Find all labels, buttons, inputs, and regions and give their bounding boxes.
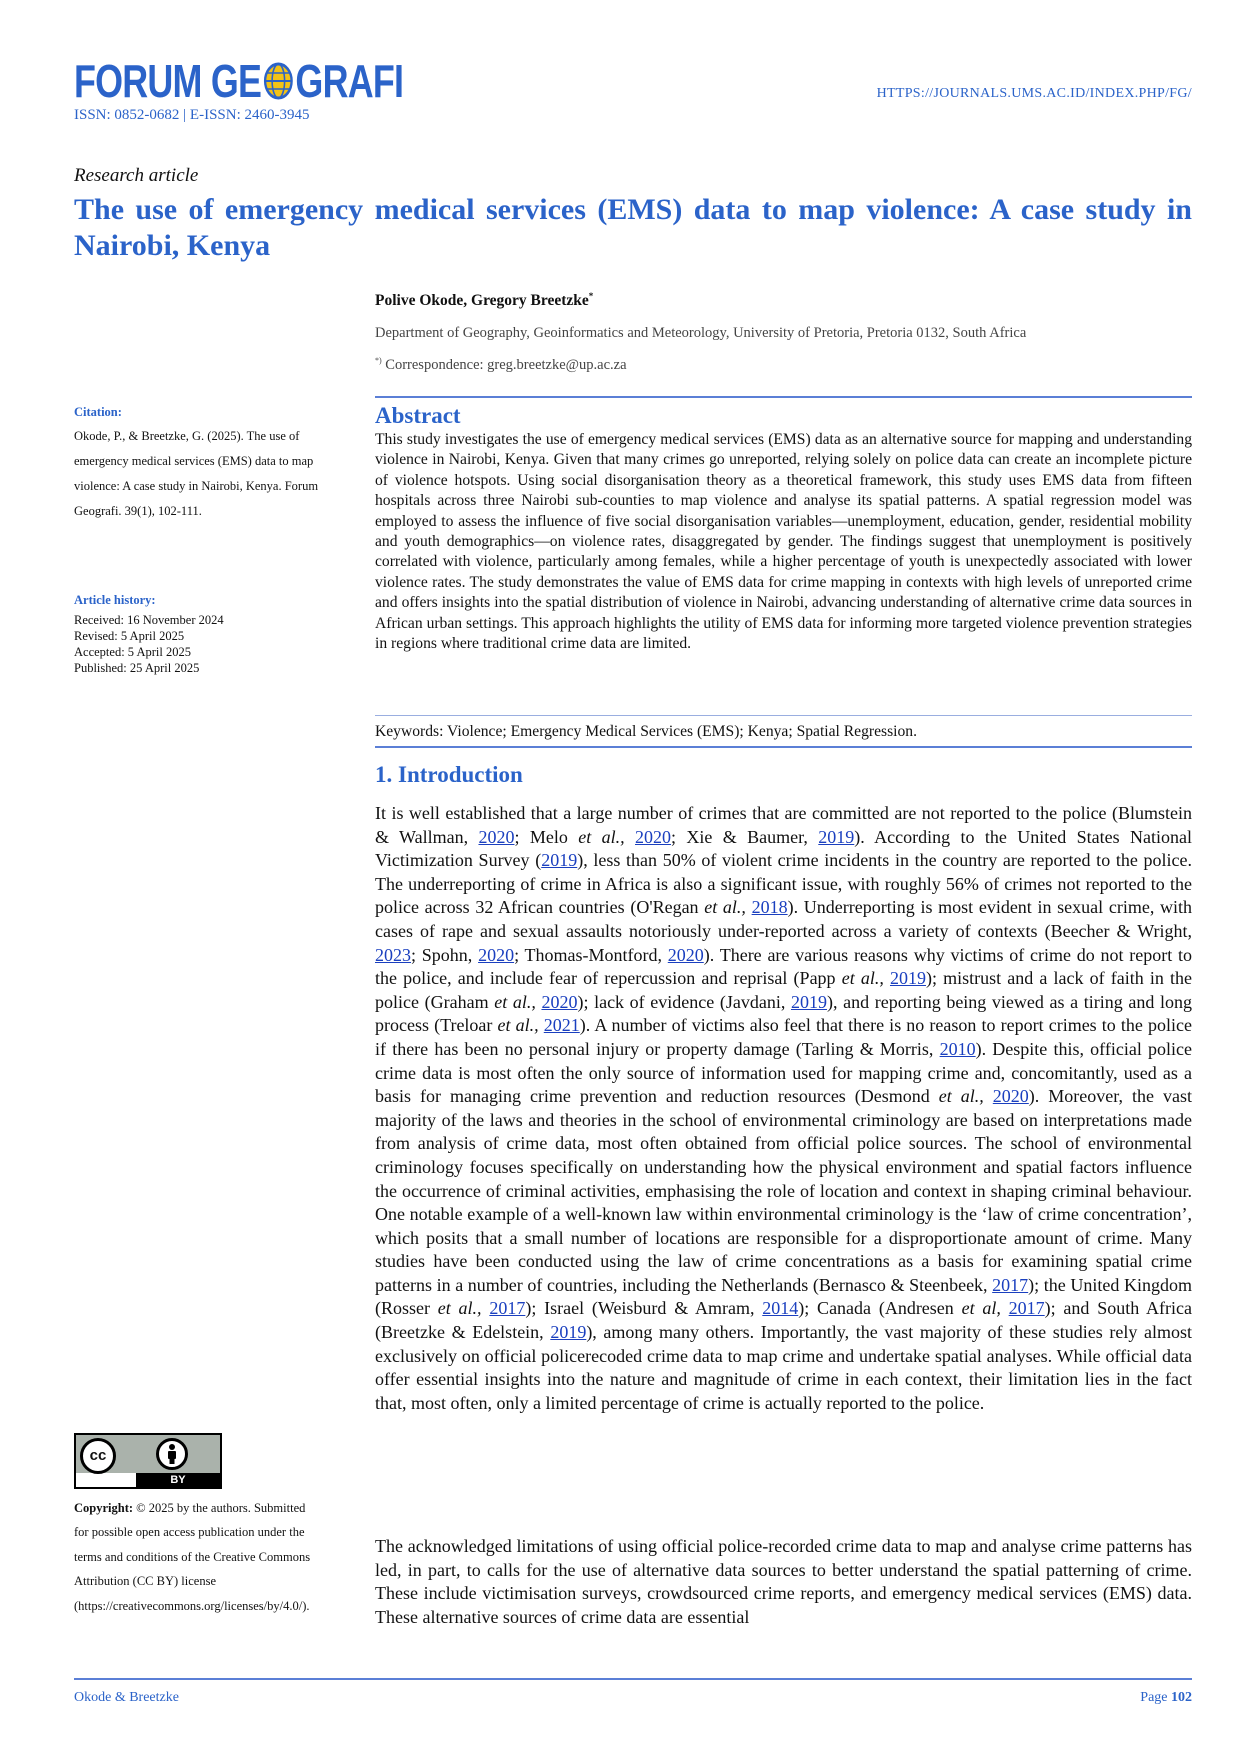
citation-year-link[interactable]: 2019 <box>541 850 578 871</box>
paragraph-text: It is well established that a large number of crimes that are committed are not reported to the police (Blumstein & Wallman, <box>375 803 1192 847</box>
citation-year-link[interactable]: 2021 <box>543 1015 580 1036</box>
paragraph-text <box>1001 1298 1009 1318</box>
citation-text: Okode, P., & Breetzke, G. (2025). The use of emergency medical services (EMS) data to map violence: A case study in Nairobi, Kenya. Forum Geografi. 39(1), 102-111. <box>74 429 319 518</box>
et-al-text: et al., <box>938 1086 984 1107</box>
paragraph-text: ; Xie & Baumer, <box>671 826 819 847</box>
article-title: The use of emergency medical services (EMS) data to map violence: A case study in Nairobi, Kenya <box>74 193 1192 262</box>
paragraph-text: ), and reporting being viewed as a tiring and long process (Treloar <box>375 991 1193 1036</box>
abstract-bottom-rule <box>375 746 1192 748</box>
authors <box>375 291 593 310</box>
abstract-top-rule <box>375 396 1192 398</box>
author-names: Polive Okode, Gregory Breetzke <box>375 292 589 310</box>
et-al-text: et al., <box>578 826 625 847</box>
citation-year-link[interactable]: 2023 <box>375 944 411 965</box>
citation-year-link[interactable]: 2010 <box>939 1038 976 1059</box>
citation-year-link[interactable]: 2020 <box>992 1086 1029 1107</box>
abstract-mid-rule <box>375 715 1192 716</box>
introduction-paragraph-2: The acknowledged limitations of using official police-recorded crime data to map and analyse crime patterns has led, in part, to calls for the use of alternative data sources to better understand the spatial patterning of crime. These include victimisation surveys, crowdsourced crime reports, and emergency medical services (EMS) data. These alternative sources of crime data are essential <box>375 1536 1192 1627</box>
paragraph-text: ). Moreover, the vast majority of the laws and theories in the school of environmental criminology are based on interpretations made from analysis of crime data, most often obtained from official police sources. The school of environmental criminology focuses specifically on understanding how the physical environment and spatial factors influence the occurrence of criminal activities, emphasising the role of location and context in shaping criminal behaviour. One notable example of a well-known law within environmental criminology is the ‘law of crime concentration’, which posits that a small number of locations are responsible for a disproportionate amount of crime. Many studies have been conducted using the law of crime concentrations as a basis for examining spatial crime patterns in a number of countries, including the Netherlands (Bernasco & Steenbeek, <box>375 1086 1193 1295</box>
cc-by-license-badge[interactable] <box>74 1433 222 1489</box>
et-al-text: et al., <box>437 1298 482 1319</box>
paragraph-text: ); the United Kingdom (Rosser <box>375 1274 1192 1319</box>
history-heading: Article history: <box>74 593 156 607</box>
globe-icon <box>263 61 294 101</box>
paragraph-text: ; Melo <box>514 826 579 847</box>
journal-url-link[interactable]: HTTPS://JOURNALS.UMS.AC.ID/INDEX.PHP/FG/ <box>876 86 1192 101</box>
citation-year-link[interactable]: 2017 <box>489 1298 526 1319</box>
citation-year-link[interactable]: 2017 <box>992 1274 1029 1295</box>
article-type: Research article <box>74 165 199 186</box>
corr-mark: *) <box>375 356 382 365</box>
citation-year-link[interactable]: 2014 <box>762 1298 799 1319</box>
paragraph-text: ). Underreporting is most evident in sexual crime, with cases of rape and sexual assaults notoriously under-reported across a variety of contexts (Beecher & Wright, <box>375 897 1193 941</box>
affiliation: Department of Geography, Geoinformatics and Meteorology, University of Pretoria, Pretoria 0132, South Africa <box>375 325 1027 341</box>
correspondence-text: Correspondence: greg.breetzke@up.ac.za <box>385 356 627 373</box>
history-accepted: Accepted: 5 April 2025 <box>74 645 191 659</box>
cc-by-label: BY <box>136 1473 220 1487</box>
author-mark: * <box>588 291 594 301</box>
issn: ISSN: 0852-0682 | E-ISSN: 2460-3945 <box>74 107 310 123</box>
introduction-paragraph-1 <box>375 802 1192 1415</box>
paragraph-text: ). There are various reasons why victims of crime do not report to the police, and include fear of repercussion and reprisal (Papp <box>375 944 1193 989</box>
citation-year-link[interactable]: 2017 <box>1008 1298 1045 1319</box>
citation-year-link[interactable]: 2020 <box>541 991 578 1012</box>
copyright-notice <box>74 1496 319 1618</box>
copyright-text: © 2025 by the authors. Submitted for possible open access publication under the terms and conditions of the Creative Commons Attribution (CC BY) license (https://creativecommons.org/licenses/by/4.0/). <box>74 1501 311 1613</box>
citation-year-link[interactable]: 2019 <box>790 991 827 1012</box>
logo-text-a: FORUM GE <box>74 55 262 107</box>
citation-heading: Citation: <box>74 405 122 419</box>
history-published: Published: 25 April 2025 <box>74 661 200 675</box>
et-al-text: et al., <box>841 968 884 989</box>
abstract-heading: Abstract <box>375 403 461 428</box>
paragraph-text: ), among many others. Importantly, the vast majority of these studies rely almost exclusively on official policerecoded crime data to map crime and undertake spatial analyses. While official data offer essential insights into the nature and magnitude of crime in each context, their limitation lies in the fact that, most often, only a limited percentage of crime is actually reported to the police. <box>375 1322 1192 1413</box>
paragraph-text: ). A number of victims also feel that there is no reason to report crimes to the police if there has been no personal injury or property damage (Tarling & Morris, <box>375 1015 1192 1059</box>
paragraph-text: ; Thomas-Montford, <box>514 944 668 965</box>
citation-year-link[interactable]: 2019 <box>550 1322 587 1343</box>
page-number <box>1140 1690 1192 1706</box>
keywords: Keywords: Violence; Emergency Medical Services (EMS); Kenya; Spatial Regression. <box>375 723 917 740</box>
paragraph-text: ); lack of evidence (Javdani, <box>577 991 791 1012</box>
citation-year-link[interactable]: 2019 <box>818 826 855 847</box>
correspondence <box>375 356 627 374</box>
footer-rule <box>74 1678 1192 1680</box>
cc-icon: cc <box>80 1438 116 1474</box>
citation-year-link[interactable]: 2020 <box>667 944 704 965</box>
copyright-label: Copyright: <box>74 1501 134 1515</box>
citation-year-link[interactable]: 2020 <box>635 826 671 847</box>
et-al-text: et al., <box>497 1015 539 1036</box>
paragraph-text: ), less than 50% of violent crime incidents in the country are reported to the police. The underreporting of crime in Africa is also a significant issue, with roughly 56% of crimes not reported to the police across 32 African countries (O'Regan <box>375 850 1192 918</box>
logo-text-b: GRAFI <box>295 55 404 107</box>
introduction-heading: 1. Introduction <box>375 762 523 787</box>
et-al-text: et al., <box>494 991 536 1012</box>
citation-year-link[interactable]: 2019 <box>889 968 926 989</box>
citation-year-link[interactable]: 2020 <box>478 826 515 847</box>
article-history <box>74 593 324 676</box>
citation-block <box>74 405 324 524</box>
abstract-text: This study investigates the use of emergency medical services (EMS) data as an alternative source for mapping and understanding violence in Nairobi, Kenya. Given that many crimes go unreported, relying solely on police data can create an incomplete picture of violence hotspots. Using social disorganisation theory as a theoretical framework, this study uses EMS data from fifteen hospitals across three Nairobi sub-counties to map violence and analyse its spatial patterns. A spatial regression model was employed to assess the influence of five social disorganisation variables—unemployment, education, gender, residential mobility and youth demographics—on violence rates, disaggregated by gender. The findings suggest that unemployment is positively correlated with violence, particularly among females, while a higher percentage of youth is unexpectedly associated with lower violence rates. The study demonstrates the value of EMS data for crime mapping in contexts with high levels of unreported crime and offers insights into the spatial distribution of violence in Nairobi, advancing understanding of alternative crime data sources in African urban settings. This approach highlights the utility of EMS data for informing more targeted violence prevention strategies in regions where traditional crime data are limited. <box>375 431 1192 653</box>
citation-year-link[interactable]: 2020 <box>478 944 515 965</box>
et-al-text: et al, <box>961 1298 1001 1319</box>
page-number-value: 102 <box>1171 1690 1192 1705</box>
footer-authors: Okode & Breetzke <box>74 1690 179 1705</box>
paragraph-text: ). According to the United States National Victimization Survey ( <box>375 826 1192 871</box>
paragraph-text: ; Spohn, <box>411 944 479 965</box>
paragraph-text: ); and South Africa (Breetzke & Edelstein, <box>375 1298 1192 1343</box>
paragraph-text: ); Israel (Weisburd & Amram, <box>525 1298 763 1319</box>
history-revised: Revised: 5 April 2025 <box>74 629 185 643</box>
et-al-text: et al., <box>704 897 746 918</box>
paragraph-text: ); mistrust and a lack of faith in the police (Graham <box>375 968 1193 1012</box>
paragraph-text: ). Despite this, official police crime data is most often the only source of information used for mapping crime and, concomitantly, used as a basis for managing crime prevention and reduction resources (Desmond <box>375 1038 1192 1107</box>
citation-year-link[interactable]: 2018 <box>751 897 788 918</box>
paragraph-text <box>625 827 635 847</box>
history-received: Received: 16 November 2024 <box>74 613 224 627</box>
journal-logo <box>74 55 496 107</box>
attribution-person-icon <box>156 1438 188 1470</box>
paragraph-text: ); Canada (Andresen <box>798 1298 962 1319</box>
page-label: Page <box>1140 1690 1168 1705</box>
paragraph-text <box>984 1086 993 1106</box>
